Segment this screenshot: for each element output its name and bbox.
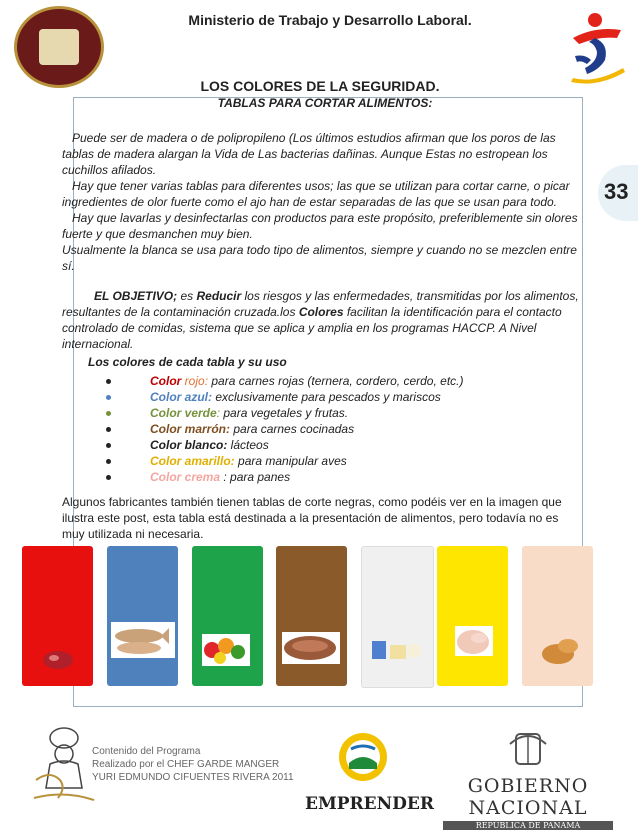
bullet-icon [106,459,111,464]
ministry-seal-logo [14,6,104,88]
color-word: : [216,406,221,420]
color-use: lácteos [227,438,269,452]
bullet-icon [106,379,111,384]
objective-paragraph [62,288,584,352]
cutting-board-vegetables [192,546,263,686]
color-use: para carnes cocinadas [230,422,355,436]
objective-text-1: es [177,289,197,303]
page-title: LOS COLORES DE LA SEGURIDAD. [200,78,440,94]
paragraph-3: Hay que lavarlas y desinfectarlas con productos para este propósito, preferiblemente sin olores fuerte y que desmanchen muy bien. [62,211,578,241]
bread-food-image [540,634,578,666]
page-number: 33 [604,179,629,204]
dairy-food-image [370,633,426,665]
bullet-icon [106,427,111,432]
color-list-item [100,373,463,389]
colors-list-title: Los colores de cada tabla y su uso [88,355,287,369]
bullet-icon [106,475,111,480]
color-label: Color crema [150,470,221,484]
poultry-food-image [455,626,493,656]
red-meat-food-image [42,650,76,672]
runner-logo [565,8,631,84]
color-label: Color azul: [150,390,212,404]
color-use: para carnes rojas (ternera, cordero, cerdo, etc.) [208,374,464,388]
yuri-gourmet-chef-logo [30,718,100,814]
emprender-emblem-icon [305,725,421,785]
objective-text-2: los riesgos y las enfermedades, transmitidas por los alimentos, resultantes de la contaminación cruzada.los [62,289,579,319]
paragraph-4: Usualmente la blanca se usa para todo tipo de alimentos, siempre y cuando no se mezclen entre sí. [62,243,577,273]
bullet-icon [106,443,111,448]
footer-credits [92,745,294,784]
emprender-logo [305,725,435,817]
color-word: rojo: [181,374,209,388]
color-list-item [100,469,463,485]
objective-reduce: Reducir [196,289,242,303]
section-subtitle: TABLAS PARA CORTAR ALIMENTOS: [217,96,433,110]
cutting-board-poultry [437,546,508,686]
fish-food-image [111,622,175,658]
objective-text-3: facilitan la identificación para el contacto controlado de comidas, sistema que se aplica y amplia en los programas HACCP. A Nivel internacional. [62,305,562,351]
cutting-board-cooked-meat [276,546,347,686]
footer-line-3: YURI EDMUNDO CIFUENTES RIVERA 2011 [92,772,294,783]
objective-label: EL OBJETIVO; [94,289,178,303]
paragraph-1: Puede ser de madera o de polipropileno (Los últimos estudios afirman que los poros de las tablas de madera alargan la Vida de Las bacterias dañinas. Aunque Estas no estropean los cuchillos afilados. [62,131,556,177]
color-list-item [100,437,463,453]
color-list [100,373,463,485]
emprender-label: EMPRENDER [305,794,435,814]
color-use: para manipular aves [234,454,347,468]
body-text [62,130,584,352]
color-use: para vegetales y frutas. [220,406,349,420]
color-list-item [100,389,463,405]
objective-colores: Colores [298,305,344,319]
vegetables-food-image [202,634,250,666]
color-label: Color marrón: [150,422,231,436]
color-label: Color blanco: [150,438,228,452]
note-paragraph: Algunos fabricantes también tienen tablas de corte negras, como podéis ver en la imagen que ilustra este post, esta tabla está destinada a la presentación de alimentos, pero todavía no es muy utilizada ni necesaria. [62,495,562,541]
bullet-icon [106,411,111,416]
color-list-item [100,405,463,421]
bullet-icon [106,395,111,400]
gobierno-nacional-logo [430,730,626,830]
color-use: : para panes [220,470,291,484]
footer-line-1: Contenido del Programa [92,746,201,757]
color-list-item [100,421,463,437]
footer-line-2: Realizado por el CHEF GARDE MANGER [92,759,280,770]
color-label: Color amarillo: [150,454,235,468]
cutting-board-bread [522,546,593,686]
ministry-name: Ministerio de Trabajo y Desarrollo Laboral. [188,12,472,28]
cutting-board-dairy [361,546,434,688]
color-label: Color [150,374,182,388]
color-use: exclusivamente para pescados y mariscos [212,390,441,404]
cutting-board-red-meat [22,546,93,686]
gobierno-title: GOBIERNO NACIONAL [467,775,589,819]
page-number-badge [598,165,638,221]
gobierno-subtitle: REPÚBLICA DE PANAMÁ [443,821,613,830]
coat-of-arms-icon [430,730,626,770]
color-label: Color verde [150,406,217,420]
cooked-meat-food-image [282,632,340,664]
cutting-board-fish [107,546,178,686]
color-list-item [100,453,463,469]
paragraph-2: Hay que tener varias tablas para diferentes usos; las que se utilizan para cortar carne, o picar ingredientes de olor fuerte como el ajo han de estar separadas de las que se usan para todo. [62,179,570,209]
